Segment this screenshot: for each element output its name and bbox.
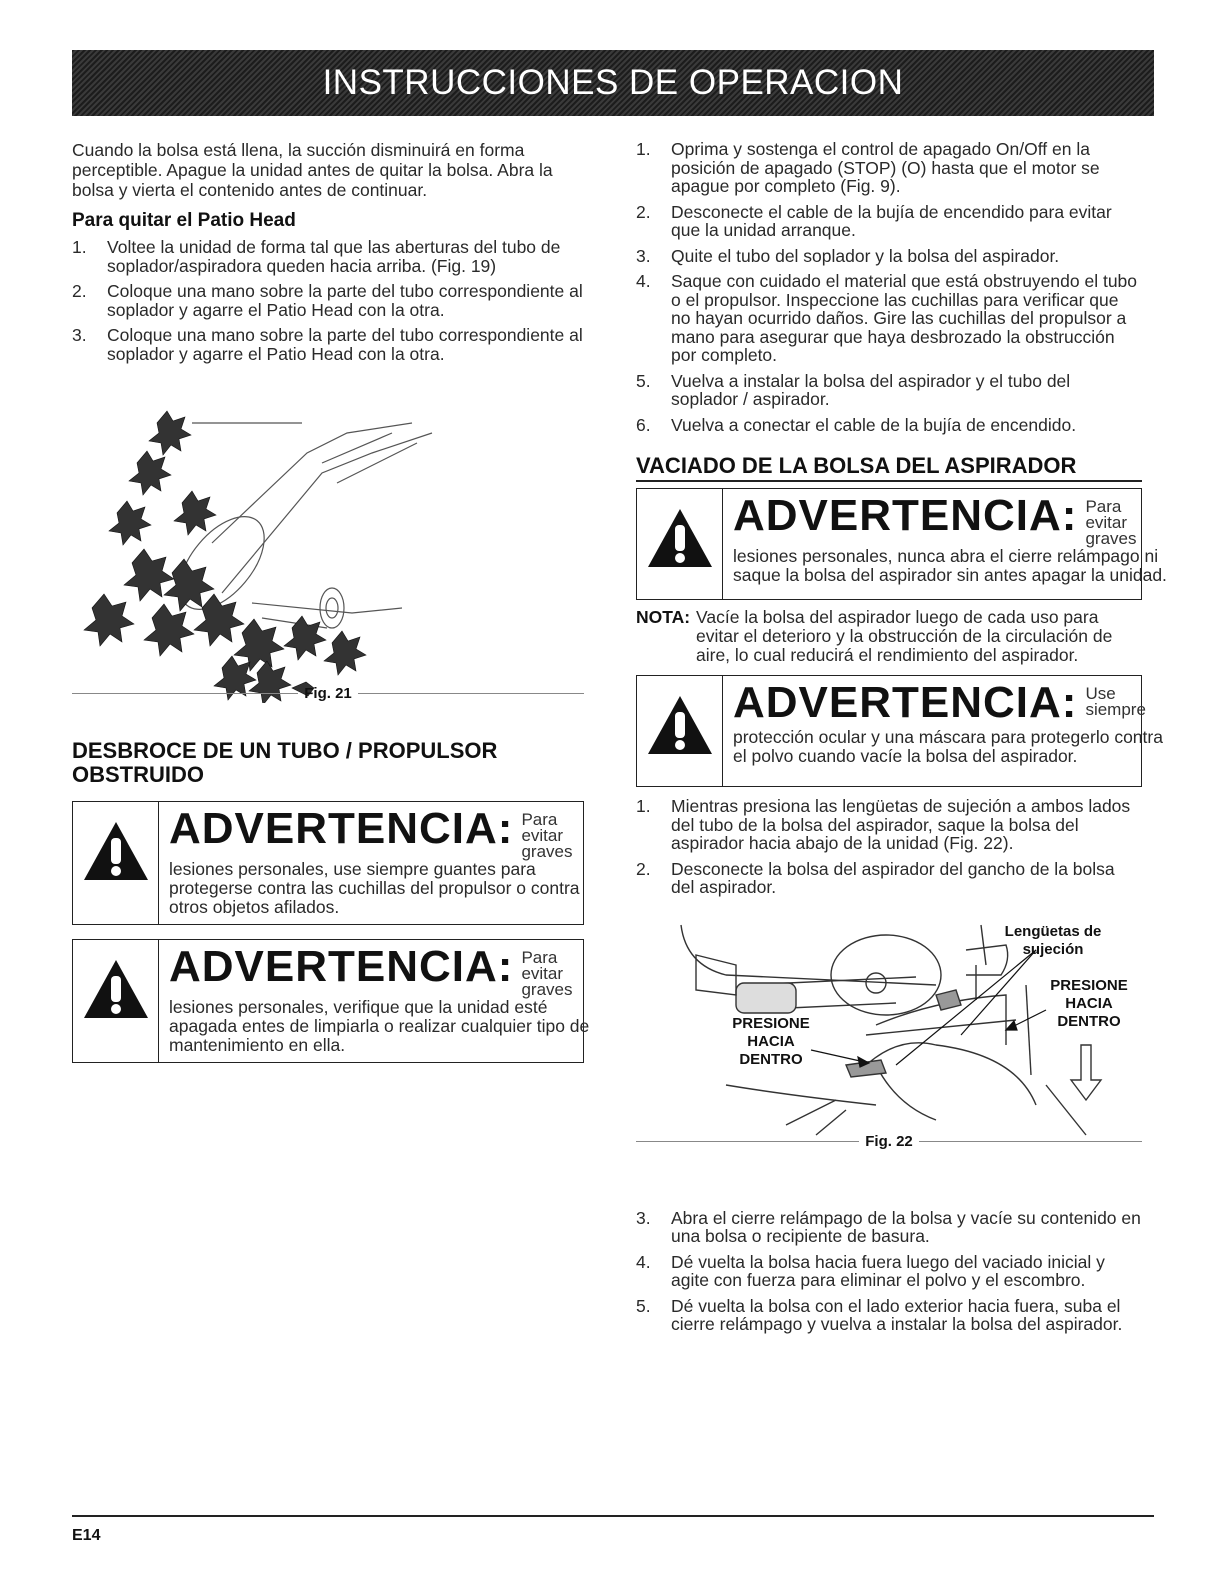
figure-21 <box>72 393 584 713</box>
list-item: 2. Desconecte la bolsa del aspirador del gancho de la bolsa del aspirador. <box>636 858 1115 897</box>
warning-triangle-icon <box>646 694 714 756</box>
list-item: 4. Dé vuelta la bolsa hacia fuera luego del vaciado inicial y agite con fuerza para eliminar el polvo y el escombro. <box>636 1251 1105 1290</box>
footer-rule <box>72 1515 1154 1517</box>
page-title: INSTRUCCIONES DE OPERACION <box>322 63 904 102</box>
list-item: 1. Voltee la unidad de forma tal que las aberturas del tubo de soplador/aspiradora queden hacia arriba. (Fig. 19) <box>72 237 561 276</box>
label-press-in-right: PRESIONE HACIA DENTRO <box>1050 976 1128 1030</box>
list-item: 1. Oprima y sostenga el control de apagado On/Off en la posición de apagado (STOP) (O) hasta que el motor se apague por completo (Fig. 9). <box>636 139 1100 196</box>
warning-text: protección ocular y una máscara para protegerlo contra el polvo cuando vacíe la bolsa del aspirador. <box>733 727 1163 766</box>
warning-lead: Para evitar graves <box>521 810 573 861</box>
subheading-patio-head: Para quitar el Patio Head <box>72 210 296 231</box>
warning-triangle-icon <box>82 958 150 1020</box>
warning-box <box>72 801 584 925</box>
right-column <box>636 139 1167 1341</box>
label-tabs: Lengüetas de sujeción <box>1004 922 1102 958</box>
bag-removal-steps <box>636 797 1142 897</box>
warning-heading: ADVERTENCIA: <box>733 678 1078 727</box>
list-item: 3. Coloque una mano sobre la parte del tubo correspondiente al soplador y agarre el Patio Head con la otra. <box>72 325 583 364</box>
note <box>636 608 1142 665</box>
list-item: 4. Saque con cuidado el material que está obstruyendo el tubo o el propulsor. Inspeccione las cuchillas para verificar que no hayan ocurrido daños. Gire las cuchillas del propulsor a mano para asegurar que haya desbrozado la obstrucción por completo. <box>636 271 1138 365</box>
list-item: 5. Vuelva a instalar la bolsa del aspirador y el tubo del soplador / aspirador. <box>636 370 1071 409</box>
list-item: 6. Vuelva a conectar el cable de la bujía de encendido. <box>636 414 1077 435</box>
intro-paragraph: Cuando la bolsa está llena, la succión disminuirá en forma perceptible. Apague la unidad antes de quitar la bolsa. Abra la bolsa y vierta el contenido antes de continuar. <box>72 140 553 200</box>
leaves-blower-illustration <box>72 393 584 703</box>
obstruction-steps <box>636 140 1142 434</box>
left-column <box>72 140 590 1063</box>
section-title-vaciado: VACIADO DE LA BOLSA DEL ASPIRADOR <box>636 454 1142 482</box>
label-press-in-left: PRESIONE HACIA DENTRO <box>732 1014 810 1068</box>
warning-triangle-icon <box>82 820 150 882</box>
bag-emptying-steps <box>636 1209 1142 1334</box>
warning-text: lesiones personales, verifique que la unidad esté apagada entes de limpiarla o realizar cualquier tipo de mantenimiento en ella. <box>169 997 590 1055</box>
list-item: 1. Mientras presiona las lengüetas de sujeción a ambos lados del tubo de la bolsa del aspirador, saque la bolsa del aspirador hacia abajo de la unidad (Fig. 22). <box>636 796 1131 853</box>
warning-lead: Para evitar graves <box>1085 497 1137 548</box>
warning-box <box>636 488 1167 600</box>
warning-text: lesiones personales, nunca abra el cierre relámpago ni saque la bolsa del aspirador sin antes apagar la unidad. <box>733 546 1167 585</box>
list-item: 2. Desconecte el cable de la bujía de encendido para evitar que la unidad arranque. <box>636 201 1112 240</box>
figure-22-caption: Fig. 22 <box>636 1133 1142 1150</box>
warning-heading: ADVERTENCIA: <box>169 942 514 991</box>
section-title-desbroce: DESBROCE DE UN TUBO / PROPULSOR OBSTRUIDO <box>72 738 498 787</box>
page-number: E14 <box>72 1527 101 1544</box>
warning-box <box>72 939 590 1063</box>
note-label: NOTA: <box>636 607 691 627</box>
list-item: 2. Coloque una mano sobre la parte del tubo correspondiente al soplador y agarre el Patio Head con la otra. <box>72 281 583 320</box>
warning-heading: ADVERTENCIA: <box>733 491 1078 540</box>
figure-22 <box>636 905 1142 1165</box>
list-item: 3. Quite el tubo del soplador y la bolsa del aspirador. <box>636 245 1060 266</box>
list-item: 3. Abra el cierre relámpago de la bolsa y vacíe su contenido en una bolsa o recipiente de basura. <box>636 1207 1141 1246</box>
warning-box <box>636 675 1163 787</box>
list-item: 5. Dé vuelta la bolsa con el lado exterior hacia fuera, suba el cierre relámpago y vuelva a instalar la bolsa del aspirador. <box>636 1295 1123 1334</box>
figure-21-caption: Fig. 21 <box>72 685 584 702</box>
warning-lead: Para evitar graves <box>521 948 573 999</box>
warning-triangle-icon <box>646 507 714 569</box>
warning-lead: Use siempre <box>1085 684 1146 719</box>
patio-head-steps <box>72 238 584 363</box>
note-text: Vacíe la bolsa del aspirador luego de cada uso para evitar el deterioro y la obstrucción de la circulación de aire, lo cual reducirá el rendimiento del aspirador. <box>696 607 1113 665</box>
page-header-banner <box>72 50 1154 116</box>
warning-heading: ADVERTENCIA: <box>169 804 514 853</box>
warning-text: lesiones personales, use siempre guantes para protegerse contra las cuchillas del propulsor o contra otros objetos afilados. <box>169 859 580 917</box>
